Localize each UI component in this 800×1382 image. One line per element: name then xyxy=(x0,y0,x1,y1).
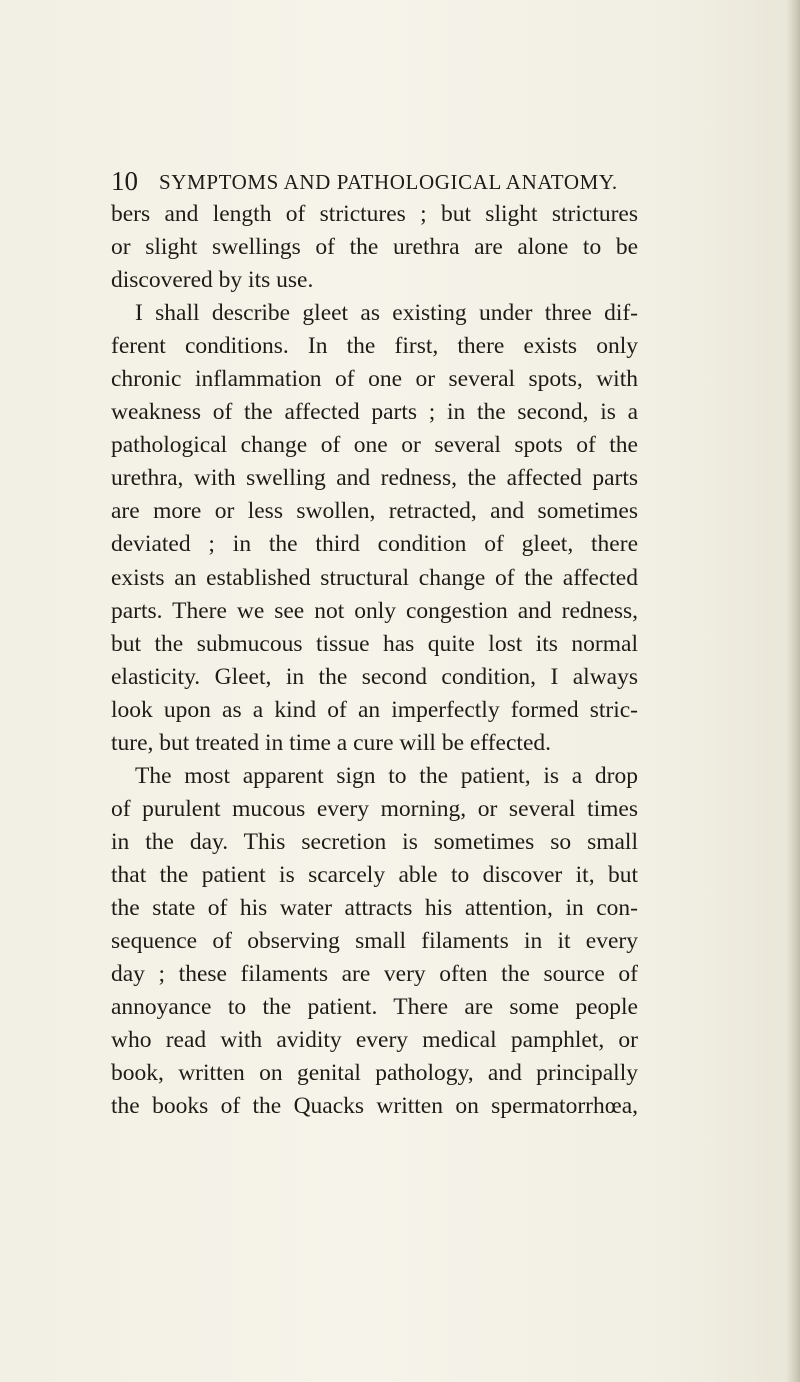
text-line: in the day. This secretion is sometimes so small xyxy=(111,828,638,855)
text-line: look upon as a kind of an imperfectly formed stric- xyxy=(111,696,638,723)
text-line: weakness of the affected parts ; in the second, is a xyxy=(111,399,638,426)
text-line: that the patient is scarcely able to discover it, but xyxy=(111,861,638,888)
page-number: 10 xyxy=(111,166,138,196)
text-line: ture, but treated in time a cure will be effected. xyxy=(111,729,551,756)
text-line: of purulent mucous every morning, or several times xyxy=(111,795,638,822)
text-line: who read with avidity every medical pamphlet, or xyxy=(111,1027,638,1054)
text-line: pathological change of one or several spots of the xyxy=(111,432,638,459)
text-line: exists an established structural change of the affected xyxy=(111,564,638,591)
text-line: are more or less swollen, retracted, and sometimes xyxy=(111,498,638,525)
text-line: annoyance to the patient. There are some people xyxy=(111,994,638,1021)
text-line: or slight swellings of the urethra are alone to be xyxy=(111,234,638,261)
text-line: day ; these filaments are very often the source of xyxy=(111,961,638,988)
text-line: deviated ; in the third condition of gleet, there xyxy=(111,531,638,558)
text-line: but the submucous tissue has quite lost its normal xyxy=(111,630,638,657)
text-line: I shall describe gleet as existing under three dif- xyxy=(135,300,638,327)
page-edge-shadow xyxy=(786,0,800,1382)
text-line: urethra, with swelling and redness, the affected parts xyxy=(111,465,638,492)
page-header xyxy=(111,166,631,196)
running-title: SYMPTOMS AND PATHOLOGICAL ANATOMY. xyxy=(159,170,618,194)
text-line: the books of the Quacks written on spermatorrhœa, xyxy=(111,1093,638,1120)
text-line: The most apparent sign to the patient, is a drop xyxy=(135,762,638,789)
text-line: the state of his water attracts his attention, in con- xyxy=(111,894,638,921)
text-line: discovered by its use. xyxy=(111,267,314,294)
text-line: bers and length of strictures ; but slight strictures xyxy=(111,201,638,227)
text-line: book, written on genital pathology, and principally xyxy=(111,1060,638,1087)
text-line: sequence of observing small filaments in it every xyxy=(111,928,638,955)
text-line: chronic inflammation of one or several spots, with xyxy=(111,366,638,393)
body-text xyxy=(111,198,638,1123)
text-line: parts. There we see not only congestion and redness, xyxy=(111,597,638,624)
text-line: ferent conditions. In the first, there exists only xyxy=(111,333,638,360)
text-line: elasticity. Gleet, in the second condition, I always xyxy=(111,663,638,690)
